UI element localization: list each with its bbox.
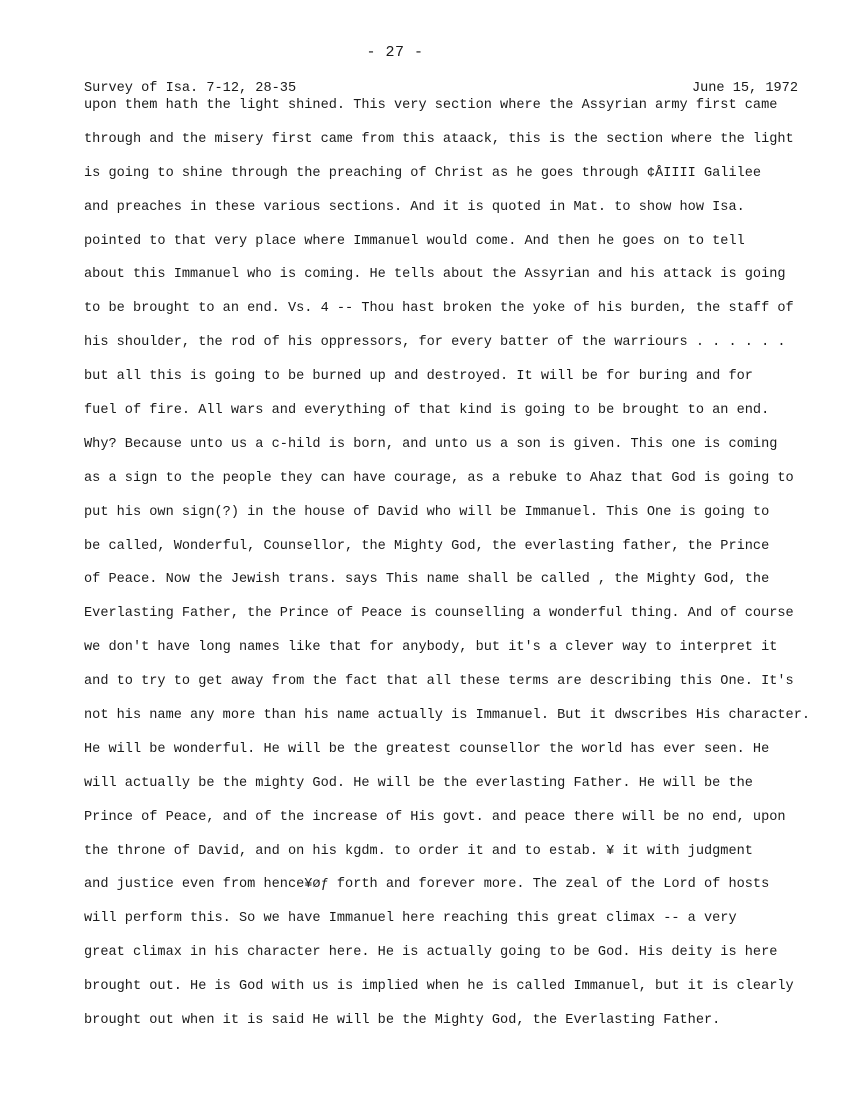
text-line: upon them hath the light shined. This very section where the Assyrian army first came (84, 98, 778, 113)
text-line: through and the misery first came from this ataack, this is the section where the light (84, 131, 794, 147)
text-line: will perform this. So we have Immanuel here reaching this great climax -- a very (84, 911, 737, 927)
text-line: and to try to get away from the fact that all these terms are describing this One. It's (84, 674, 794, 690)
text-line: as a sign to the people they can have courage, as a rebuke to Ahaz that God is going to (84, 470, 794, 486)
text-line: and preaches in these various sections. And it is quoted in Mat. to show how Isa. (84, 199, 745, 215)
text-line: be called, Wonderful, Counsellor, the Mighty God, the everlasting father, the Prince (84, 538, 770, 554)
body-text (84, 96, 844, 1045)
text-line: Prince of Peace, and of the increase of His govt. and peace there will be no end, upon (84, 809, 786, 825)
text-line: his shoulder, the rod of his oppressors, for every batter of the warriours . . . . . . (84, 335, 786, 351)
text-line: fuel of fire. All wars and everything of that kind is going to be brought to an end. (84, 403, 770, 419)
text-line: He will be wonderful. He will be the greatest counsellor the world has ever seen. He (84, 741, 770, 757)
text-line: Why? Because unto us a c-hild is born, and unto us a son is given. This one is coming (84, 436, 778, 452)
text-line: great climax in his character here. He is actually going to be God. His deity is here (84, 945, 778, 961)
text-line: we don't have long names like that for anybody, but it's a clever way to interpret it (84, 640, 778, 656)
text-line: but all this is going to be burned up and destroyed. It will be for buring and for (84, 369, 753, 385)
text-line: Everlasting Father, the Prince of Peace is counselling a wonderful thing. And of course (84, 606, 794, 622)
header-title: Survey of Isa. 7-12, 28-35 (84, 81, 297, 96)
header-date: June 15, 1972 (691, 81, 798, 96)
text-line: not his name any more than his name actually is Immanuel. But it dwscribes His character. (84, 708, 811, 724)
text-line: will actually be the mighty God. He will be the everlasting Father. He will be the (84, 775, 753, 791)
text-line: brought out. He is God with us is implied when he is called Immanuel, but it is clearly (84, 979, 794, 995)
text-line: to be brought to an end. Vs. 4 -- Thou hast broken the yoke of his burden, the staff of (84, 301, 794, 317)
text-line: put his own sign(?) in the house of David who will be Immanuel. This One is going to (84, 504, 770, 520)
text-line: the throne of David, and on his kgdm. to order it and to estab. ¥ it with judgment (84, 843, 753, 859)
text-line: is going to shine through the preaching of Christ as he goes through ¢ÅIIII Galilee (84, 165, 762, 181)
page-number: - 27 - (366, 44, 424, 61)
text-line: pointed to that very place where Immanuel would come. And then he goes on to tell (84, 233, 745, 249)
text-line: about this Immanuel who is coming. He tells about the Assyrian and his attack is going (84, 267, 786, 283)
text-line: and justice even from hence¥øƒ forth and forever more. The zeal of the Lord of hosts (84, 877, 770, 893)
text-line: brought out when it is said He will be the Mighty God, the Everlasting Father. (84, 1013, 721, 1029)
text-line: of Peace. Now the Jewish trans. says This name shall be called , the Mighty God, the (84, 572, 770, 588)
